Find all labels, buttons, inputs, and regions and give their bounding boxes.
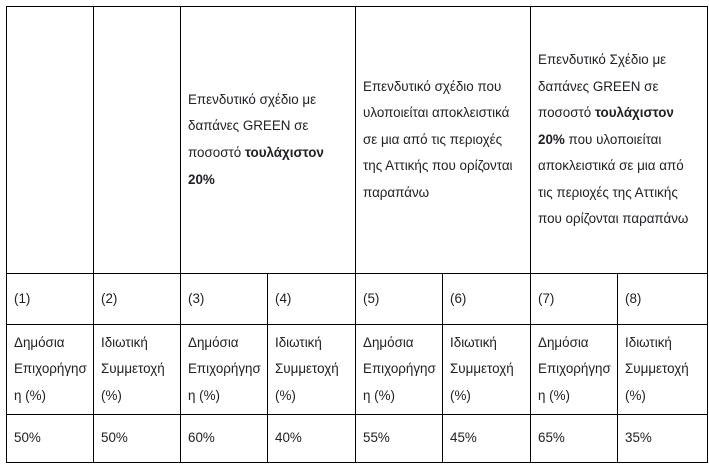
percentage-value: 45% — [443, 415, 531, 463]
public-grant-label: Δημόσια Επιχορήγηση (%) — [531, 325, 618, 415]
private-share-label: Ιδιωτική Συμμετοχή (%) — [618, 325, 708, 415]
percentage-value: 35% — [618, 415, 708, 463]
header-cell-empty-2 — [94, 7, 181, 274]
private-share-label: Ιδιωτική Συμμετοχή (%) — [94, 325, 181, 415]
funding-table — [6, 6, 708, 463]
percentage-value: 40% — [268, 415, 356, 463]
percentage-value: 55% — [356, 415, 443, 463]
header-green-attica-post: που υλοποιείται αποκλειστικά σε μια από τις περιοχές της Αττικής που ορίζονται παραπάνω — [538, 131, 689, 227]
public-grant-label: Δημόσια Επιχορήγηση (%) — [356, 325, 443, 415]
label-row — [7, 325, 708, 415]
column-number: (6) — [443, 274, 531, 325]
column-number: (7) — [531, 274, 618, 325]
header-cell-empty-1 — [7, 7, 94, 274]
header-row — [7, 7, 708, 274]
header-cell-green-attica — [531, 7, 708, 274]
column-number: (3) — [181, 274, 268, 325]
public-grant-label: Δημόσια Επιχορήγηση (%) — [181, 325, 268, 415]
header-green-attica-bold: τουλάχιστον 20% — [538, 105, 674, 147]
public-grant-label: Δημόσια Επιχορήγηση (%) — [7, 325, 94, 415]
column-number: (2) — [94, 274, 181, 325]
column-number: (8) — [618, 274, 708, 325]
column-number: (1) — [7, 274, 94, 325]
column-number: (5) — [356, 274, 443, 325]
private-share-label: Ιδιωτική Συμμετοχή (%) — [443, 325, 531, 415]
percentage-value: 65% — [531, 415, 618, 463]
column-number-row — [7, 274, 708, 325]
column-number: (4) — [268, 274, 356, 325]
value-row — [7, 415, 708, 463]
percentage-value: 50% — [7, 415, 94, 463]
private-share-label: Ιδιωτική Συμμετοχή (%) — [268, 325, 356, 415]
header-cell-attica: Επενδυτικό σχέδιο που υλοποιείται αποκλειστικά σε μια από τις περιοχές της Αττικής που ορίζονται παραπάνω — [356, 7, 531, 274]
percentage-value: 50% — [94, 415, 181, 463]
header-cell-green — [181, 7, 356, 274]
header-green-bold: τουλάχιστον 20% — [188, 145, 324, 187]
percentage-value: 60% — [181, 415, 268, 463]
header-green-attica-text: Επενδυτικό Σχέδιο με δαπάνες GREEN σε ποσοστό — [538, 51, 667, 121]
header-green-text: Επενδυτικό σχέδιο με δαπάνες GREEN σε ποσοστό — [188, 91, 317, 160]
